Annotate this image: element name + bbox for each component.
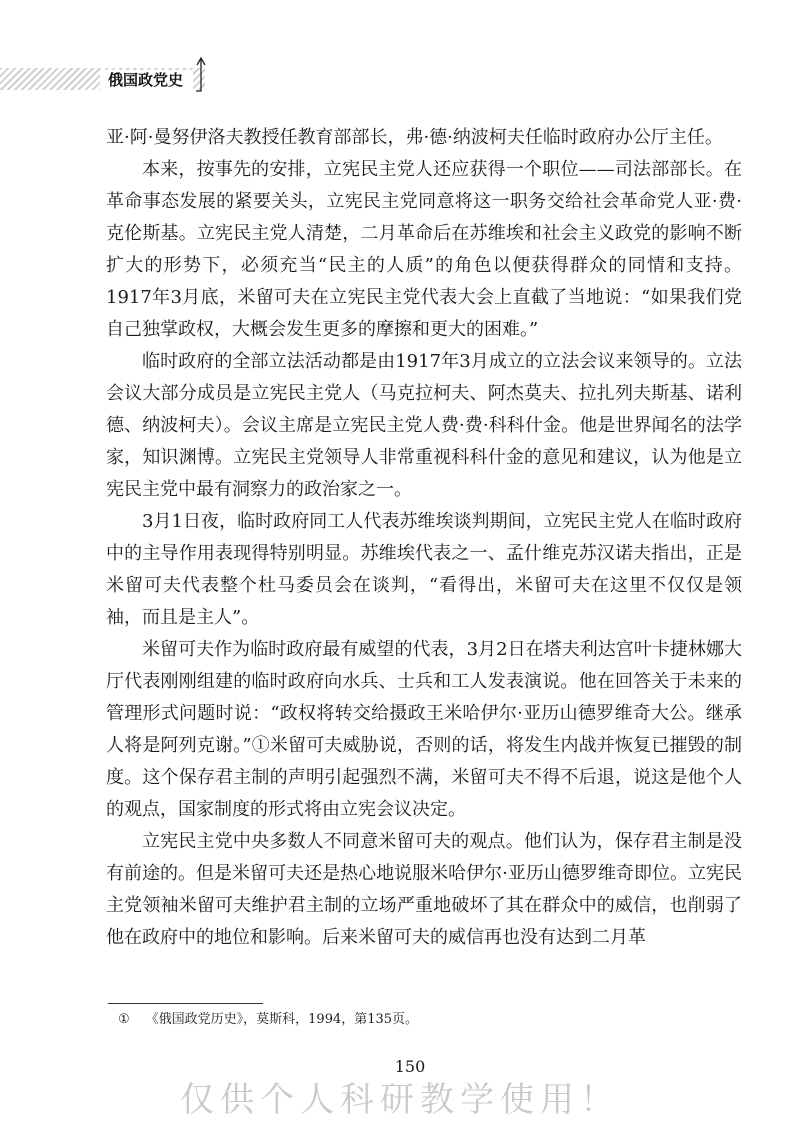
- watermark: 仅供个人科研教学使用！: [180, 1080, 620, 1120]
- paragraph: 亚·阿·曼努伊洛夫教授任教育部部长，弗·德·纳波柯夫任临时政府办公厅主任。: [106, 127, 723, 148]
- page-number: 150: [394, 1057, 426, 1076]
- header-arrow-icon: [194, 55, 210, 95]
- paragraph: 本来，按事先的安排，立宪民主党人还应获得一个职位——司法部部长。在革命事态发展的紧要关头，立宪民主党同意将这一职务交给社会革命党人亚·费·克伦斯基。立宪民主党人清楚，二月革命后在苏维埃和社会主义政党的影响不断扩大的形势下，必须充当“民主的人质”的角色以便获得群众的同情和支持。1917年3月底，米留可夫在立宪民主党代表大会上直截了当地说：“如果我们党自己独掌政权，大概会发生更多的摩擦和更大的困难。”: [106, 159, 742, 340]
- paragraph: 临时政府的全部立法活动都是由1917年3月成立的立法会议来领导的。立法会议大部分成员是立宪民主党人（马克拉柯夫、阿杰莫夫、拉扎列夫斯基、诺利德、纳波柯夫）。会议主席是立宪民主党人费·费·科科什金。他是世界闻名的法学家，知识渊博。立宪民主党领导人非常重视科科什金的意见和建议，认为他是立宪民主党中最有洞察力的政治家之一。: [106, 351, 742, 500]
- footnote-divider: [108, 1003, 263, 1004]
- body-text: [106, 122, 742, 954]
- footnote: [118, 1010, 738, 1030]
- paragraph: 立宪民主党中央多数人不同意米留可夫的观点。他们认为，保存君主制是没有前途的。但是米留可夫还是热心地说服米哈伊尔·亚历山德罗维奇即位。立宪民主党领袖米留可夫维护君主制的立场严重地破坏了其在群众中的威信，也削弱了他在政府中的地位和影响。后来米留可夫的威信再也没有达到二月革: [106, 831, 742, 948]
- footnote-text: 《俄国政党历史》，莫斯科，1994，第135页。: [145, 1012, 419, 1027]
- paragraph: 3月1日夜，临时政府同工人代表苏维埃谈判期间，立宪民主党人在临时政府中的主导作用表现得特别明显。苏维埃代表之一、孟什维克苏汉诺夫指出，正是米留可夫代表整个杜马委员会在谈判，“看得出，米留可夫在这里不仅仅是领袖，而且是主人”。: [106, 511, 742, 628]
- running-header-title: 俄国政党史: [100, 70, 193, 90]
- paragraph: 米留可夫作为临时政府最有威望的代表，3月2日在塔夫利达宫叶卡捷林娜大厅代表刚刚组建的临时政府向水兵、士兵和工人发表演说。他在回答关于未来的管理形式问题时说：“政权将转交给摄政王米哈伊尔·亚历山德罗维奇大公。继承人将是阿列克谢。”①米留可夫威胁说，否则的话，将发生内战并恢复已摧毁的制度。这个保存君主制的声明引起强烈不满，米留可夫不得不后退，说这是他个人的观点，国家制度的形式将由立宪会议决定。: [106, 639, 742, 820]
- footnote-marker: ①: [118, 1012, 130, 1027]
